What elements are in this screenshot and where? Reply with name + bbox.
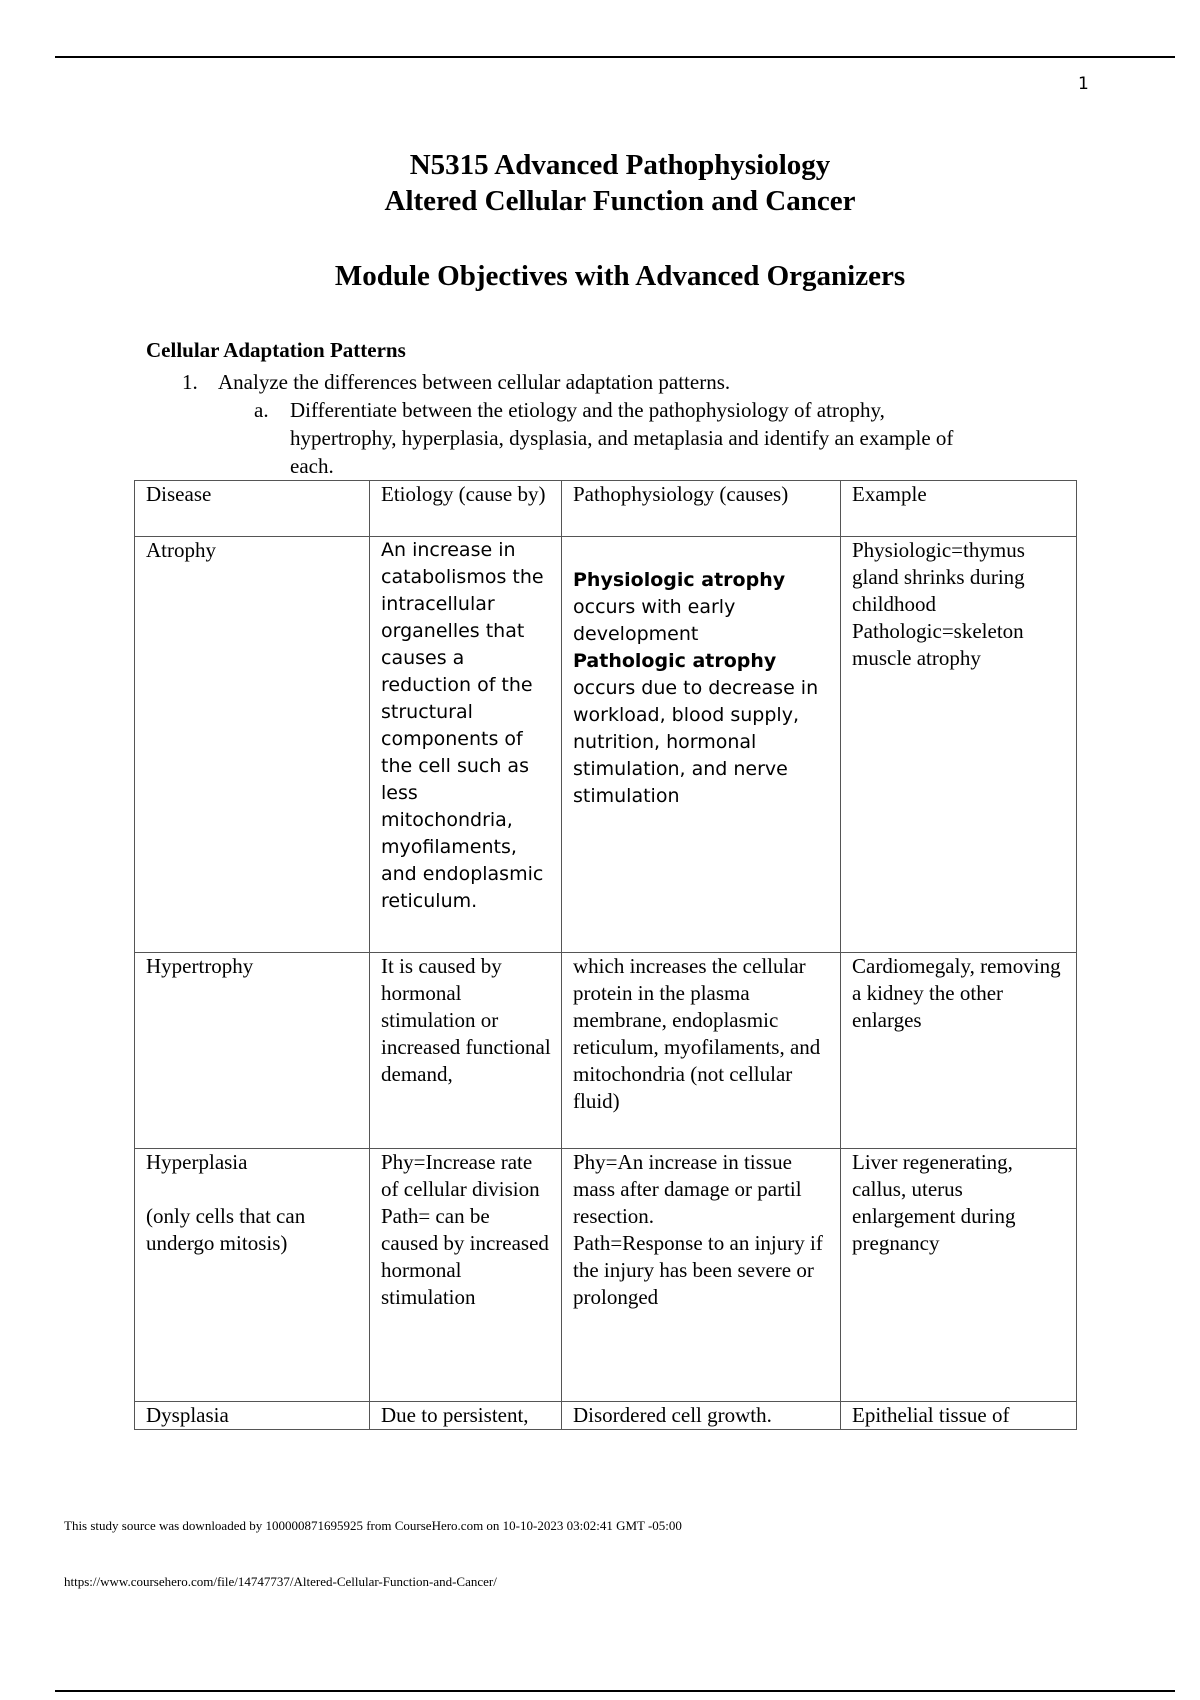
cell-pathophysiology: which increases the cellular protein in the plasma membrane, endoplasmic reticulum, myofilaments, and mitochondria (not cellular fluid) bbox=[562, 953, 841, 1149]
header-disease: Disease bbox=[135, 481, 370, 537]
adaptation-table bbox=[134, 480, 1077, 1430]
table-row bbox=[135, 537, 1077, 953]
top-rule bbox=[55, 56, 1175, 58]
sub-objective-line-2: hypertrophy, hyperplasia, dysplasia, and metaplasia and identify an example of bbox=[290, 426, 954, 450]
cell-disease: Dysplasia bbox=[135, 1402, 370, 1430]
patho-pathologic-label: Pathologic atrophy bbox=[573, 650, 777, 672]
title-line-2: Altered Cellular Function and Cancer bbox=[384, 185, 856, 217]
cell-disease bbox=[135, 1149, 370, 1402]
sub-objective-line-3: each. bbox=[290, 454, 334, 478]
cell-etiology: It is caused by hormonal stimulation or increased functional demand, bbox=[370, 953, 562, 1149]
table-header-row bbox=[135, 481, 1077, 537]
sub-objective-line-1: Differentiate between the etiology and the pathophysiology of atrophy, bbox=[290, 398, 885, 422]
patho-path: Path=Response to an injury if the injury has been severe or prolonged bbox=[573, 1231, 823, 1309]
patho-physiologic-text: occurs with early development bbox=[573, 596, 736, 645]
cell-example: Cardiomegaly, removing a kidney the other enlarges bbox=[841, 953, 1077, 1149]
header-etiology: Etiology (cause by) bbox=[370, 481, 562, 537]
table-row bbox=[135, 953, 1077, 1149]
cell-pathophysiology: Disordered cell growth. bbox=[562, 1402, 841, 1430]
cell-pathophysiology bbox=[562, 537, 841, 953]
header-pathophysiology: Pathophysiology (causes) bbox=[562, 481, 841, 537]
cell-example: Epithelial tissue of bbox=[841, 1402, 1077, 1430]
page-number: 1 bbox=[1078, 74, 1089, 94]
etiology-path: Path= can be caused by increased hormonal stimulation bbox=[381, 1204, 549, 1309]
etiology-phy: Phy=Increase rate of cellular division bbox=[381, 1150, 540, 1201]
cell-etiology bbox=[370, 1149, 562, 1402]
disease-name: Hyperplasia bbox=[146, 1150, 248, 1174]
bottom-rule bbox=[55, 1690, 1175, 1692]
cell-example: Physiologic=thymus gland shrinks during childhood Pathologic=skeleton muscle atrophy bbox=[841, 537, 1077, 953]
patho-pathologic-text: occurs due to decrease in workload, blood supply, nutrition, hormonal stimulation, and nerve stimulation bbox=[573, 677, 819, 807]
sub-objective-letter: a. bbox=[254, 398, 269, 422]
header-example: Example bbox=[841, 481, 1077, 537]
footer-source-line: This study source was downloaded by 100000871695925 from CourseHero.com on 10-10-2023 03:02:41 GMT -05:00 bbox=[64, 1518, 682, 1533]
cell-etiology: Due to persistent, bbox=[370, 1402, 562, 1430]
patho-phy: Phy=An increase in tissue mass after damage or partil resection. bbox=[573, 1150, 802, 1228]
patho-physiologic-label: Physiologic atrophy bbox=[573, 569, 786, 591]
objective-number: 1. bbox=[182, 370, 198, 394]
table-row bbox=[135, 1402, 1077, 1430]
subtitle: Module Objectives with Advanced Organizers bbox=[334, 260, 906, 292]
cell-pathophysiology bbox=[562, 1149, 841, 1402]
cell-disease: Atrophy bbox=[135, 537, 370, 953]
disease-note: (only cells that can undergo mitosis) bbox=[146, 1204, 306, 1255]
cell-disease: Hypertrophy bbox=[135, 953, 370, 1149]
section-heading: Cellular Adaptation Patterns bbox=[146, 338, 406, 362]
cell-example: Liver regenerating, callus, uterus enlargement during pregnancy bbox=[841, 1149, 1077, 1402]
objective-text: Analyze the differences between cellular adaptation patterns. bbox=[218, 370, 731, 394]
footer-url: https://www.coursehero.com/file/14747737/Altered-Cellular-Function-and-Cancer/ bbox=[64, 1574, 497, 1589]
cell-etiology: An increase in catabolismos the intracellular organelles that causes a reduction of the structural components of the cell such as less mitochondria, myofilaments, and endoplasmic reticulum. bbox=[370, 537, 562, 953]
title-line-1: N5315 Advanced Pathophysiology bbox=[409, 149, 831, 181]
table-row bbox=[135, 1149, 1077, 1402]
